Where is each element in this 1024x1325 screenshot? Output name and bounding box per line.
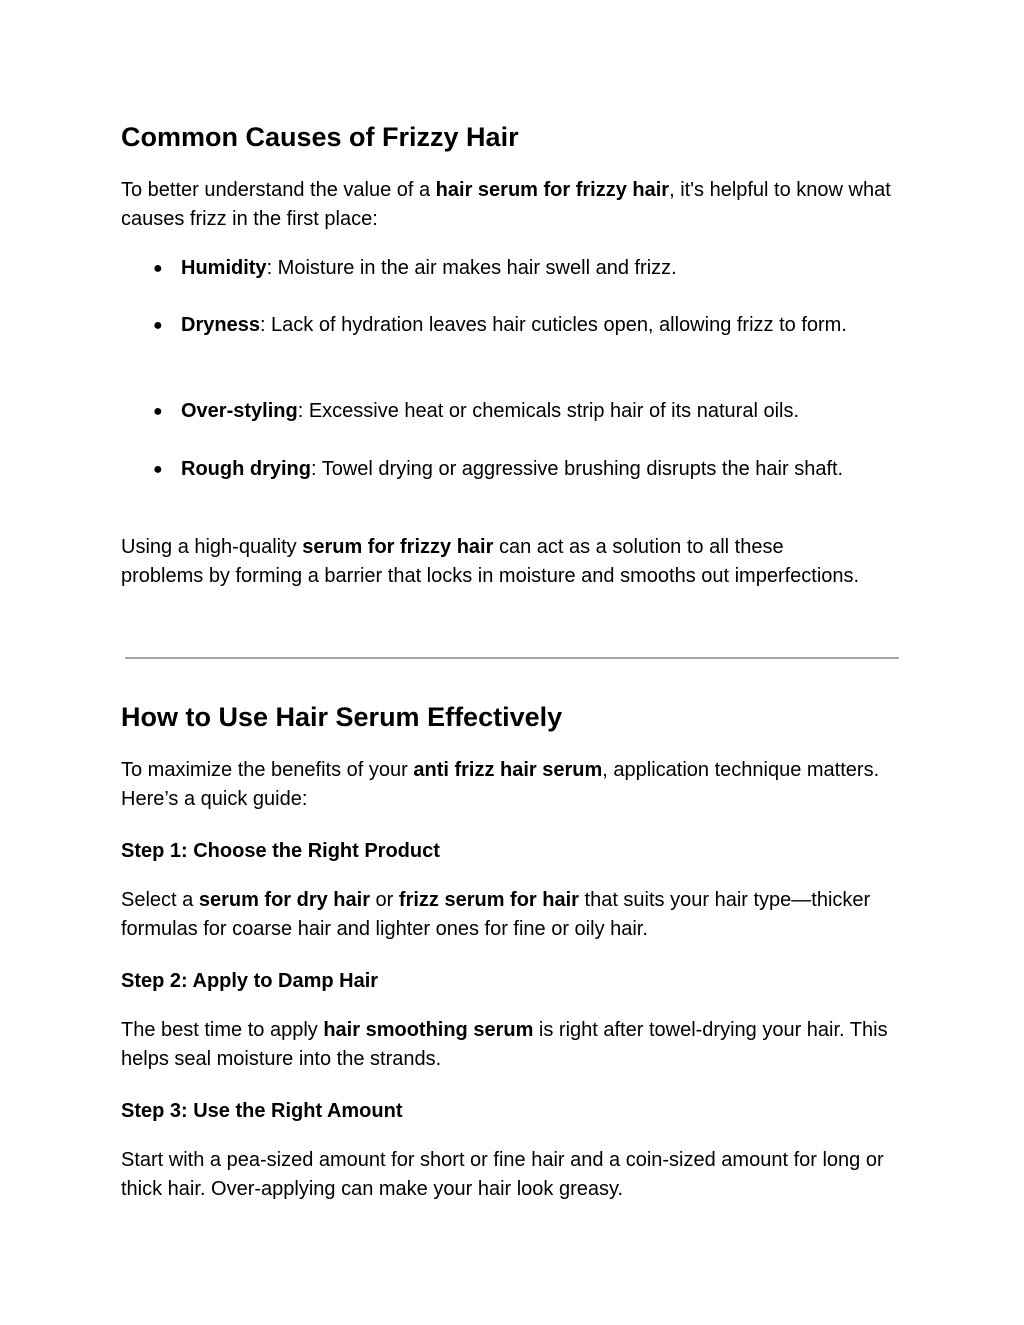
step-3-paragraph: Start with a pea-sized amount for short or fine hair and a coin-sized amount for long or thick hair. Over-applying can make your hair look greasy. bbox=[121, 1149, 884, 1200]
bullet-icon: ● bbox=[153, 461, 163, 478]
cause-desc: : Lack of hydration leaves hair cuticles open, allowing frizz to form. bbox=[259, 314, 847, 336]
intro-bold-keyword: hair serum for frizzy hair bbox=[435, 179, 670, 201]
cause-desc: : Moisture in the air makes hair swell and frizz. bbox=[266, 257, 677, 279]
intro-text: To maximize the benefits of your bbox=[121, 759, 414, 781]
bullet-icon: ● bbox=[153, 403, 163, 420]
section-heading-how-to-use: How to Use Hair Serum Effectively bbox=[121, 702, 563, 732]
step-1-heading: Step 1: Choose the Right Product bbox=[121, 840, 440, 862]
list-item bbox=[153, 397, 913, 426]
step-text: that suits your hair type—thicker formulas for coarse hair and lighter ones for fine or oily hair. bbox=[121, 889, 871, 940]
intro-text: , application technique matters. Here’s a quick guide: bbox=[121, 759, 880, 810]
step-bold-keyword: hair smoothing serum bbox=[323, 1019, 534, 1041]
step-2-paragraph bbox=[121, 1016, 906, 1074]
step-bold-keyword: frizz serum for hair bbox=[398, 889, 579, 911]
cause-term: Rough drying bbox=[181, 458, 311, 480]
conclusion-bold-keyword: serum for frizzy hair bbox=[302, 536, 494, 558]
cause-term: Humidity bbox=[181, 257, 267, 279]
intro-text: To better understand the value of a bbox=[121, 179, 436, 201]
bullet-icon: ● bbox=[153, 260, 163, 277]
cause-term: Dryness bbox=[181, 314, 260, 336]
cause-desc: : Excessive heat or chemicals strip hair of its natural oils. bbox=[297, 400, 800, 422]
bullet-icon: ● bbox=[153, 317, 163, 334]
step-text: or bbox=[370, 889, 399, 911]
cause-term: Over-styling bbox=[181, 400, 298, 422]
how-to-intro-paragraph bbox=[121, 756, 906, 814]
step-text: The best time to apply bbox=[121, 1019, 324, 1041]
step-text: Select a bbox=[121, 889, 199, 911]
causes-intro-paragraph bbox=[121, 176, 906, 234]
conclusion-text: can act as a solution to all these problems by forming a barrier that locks in moisture and smooths out imperfections. bbox=[121, 536, 860, 587]
conclusion-text: Using a high-quality bbox=[121, 536, 303, 558]
intro-text: , it's helpful to know what causes frizz in the first place: bbox=[121, 179, 891, 230]
cause-desc: : Towel drying or aggressive brushing disrupts the hair shaft. bbox=[310, 458, 844, 480]
intro-bold-keyword: anti frizz hair serum bbox=[413, 759, 603, 781]
section-heading-causes: Common Causes of Frizzy Hair bbox=[121, 122, 519, 152]
list-item bbox=[153, 455, 913, 484]
step-bold-keyword: serum for dry hair bbox=[198, 889, 370, 911]
step-1-paragraph bbox=[121, 886, 906, 944]
step-2-heading: Step 2: Apply to Damp Hair bbox=[121, 970, 379, 992]
list-item bbox=[153, 311, 913, 340]
causes-conclusion-paragraph bbox=[121, 533, 861, 591]
horizontal-divider bbox=[125, 657, 899, 659]
step-text: is right after towel-drying your hair. This helps seal moisture into the strands. bbox=[121, 1019, 888, 1070]
list-item bbox=[153, 254, 913, 283]
step-3-heading: Step 3: Use the Right Amount bbox=[121, 1100, 403, 1122]
